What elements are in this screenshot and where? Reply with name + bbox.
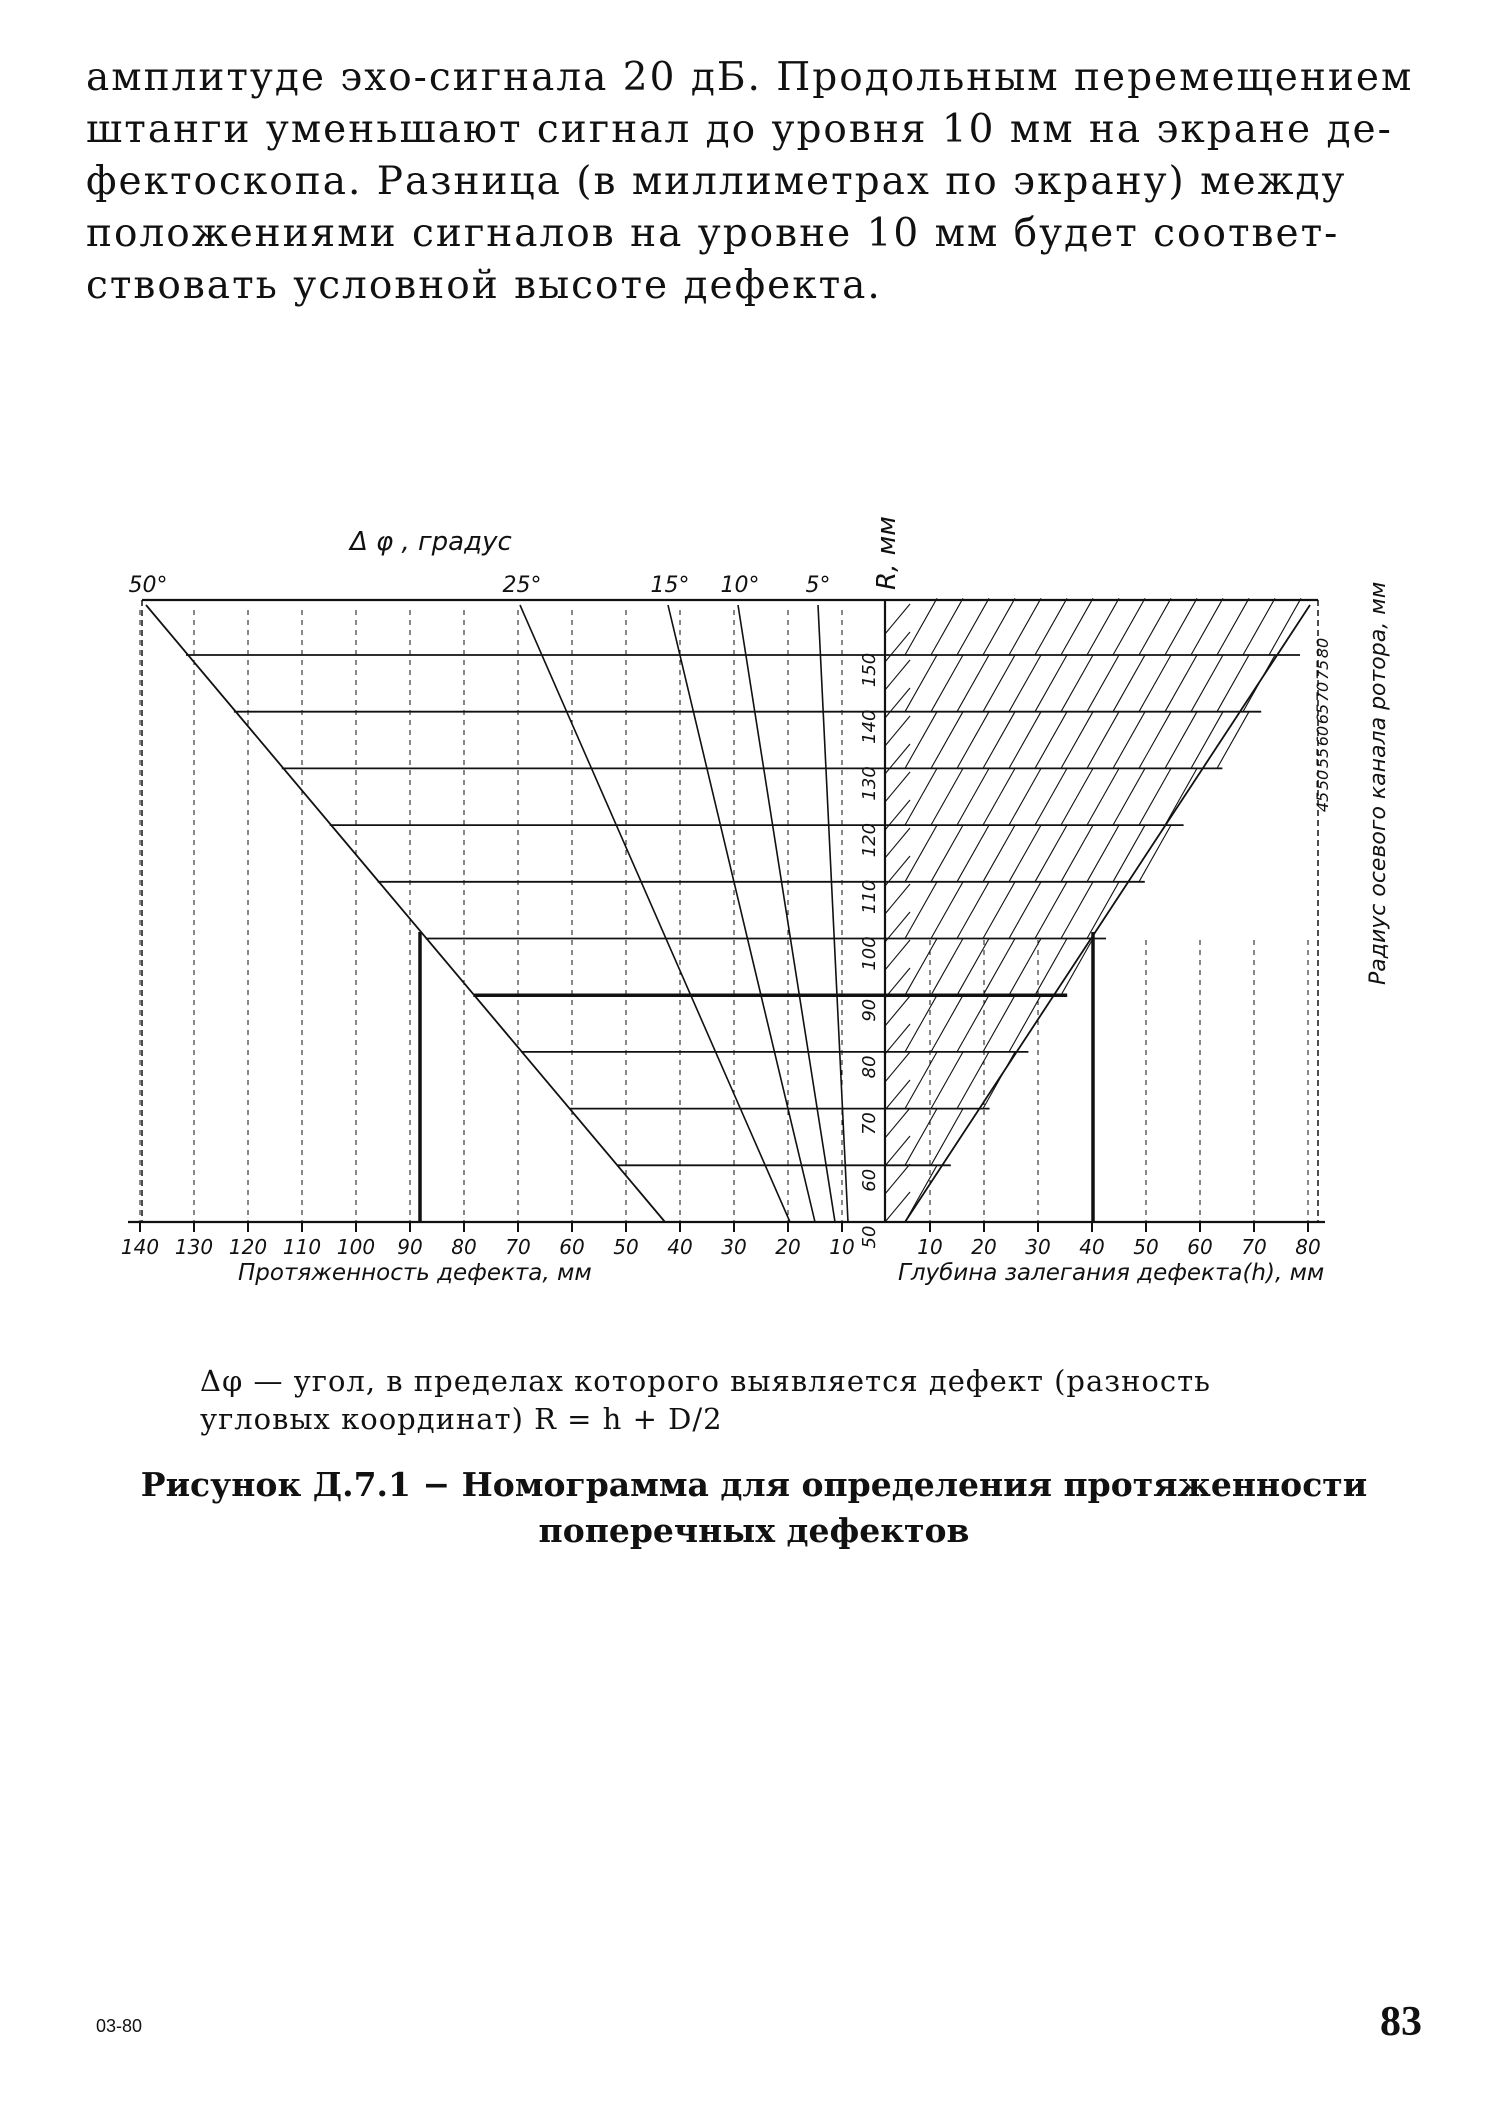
hatch-line — [931, 768, 963, 825]
hatch-line — [1009, 768, 1041, 825]
hatch-line — [1191, 598, 1223, 655]
rotor-radius-label: 70 — [1313, 681, 1332, 703]
body-paragraph — [86, 52, 1416, 312]
hatch-line — [957, 655, 989, 712]
note-line: угловых координат) R = h + D/2 — [200, 1402, 723, 1436]
hatch-line — [1139, 712, 1171, 769]
hatch-line — [1087, 768, 1119, 825]
paragraph-line: штанги уменьшают сигнал до уровня 10 мм на экране де- — [86, 107, 1393, 152]
hatch-line — [931, 825, 963, 882]
hatch-line — [1139, 825, 1171, 882]
hatch-line — [905, 1165, 937, 1222]
left-tick-label: 130 — [174, 1235, 214, 1259]
hatch-line — [983, 1052, 1015, 1109]
nomogram-grid — [128, 598, 1325, 1232]
right-tick-label: 50 — [1133, 1235, 1159, 1259]
r-scale-label: 90 — [859, 998, 880, 1022]
hatch-line — [1061, 825, 1093, 882]
right-tick-label: 40 — [1079, 1235, 1105, 1259]
left-tick-label: 70 — [505, 1235, 531, 1259]
r-scale-label: 80 — [859, 1055, 880, 1079]
rotor-axis-label: Радиус осевого канала ротора, мм — [1366, 581, 1391, 985]
angle-line-25 — [520, 605, 790, 1222]
hatch-line — [1113, 598, 1145, 655]
hatch-line — [905, 995, 937, 1052]
document-code: 03-80 — [96, 2016, 143, 2036]
hatch-line — [1087, 882, 1119, 939]
nomogram-labels — [121, 573, 1332, 1259]
hatch-line — [885, 912, 910, 942]
hatch-line — [905, 939, 937, 996]
hatch-line — [1191, 655, 1223, 712]
angle-label: 10° — [720, 573, 760, 598]
hatch-line — [1139, 655, 1171, 712]
hatch-line — [1035, 825, 1067, 882]
hatch-line — [1217, 655, 1249, 712]
hatch-line — [931, 655, 963, 712]
hatch-line — [1061, 655, 1093, 712]
hatch-line — [1087, 712, 1119, 769]
hatch-line — [905, 768, 937, 825]
hatch-line — [885, 1164, 910, 1194]
hatch-line — [885, 772, 910, 802]
hatch-line — [1009, 712, 1041, 769]
hatch-line — [983, 768, 1015, 825]
hatch-line — [885, 1192, 910, 1222]
hatch-line — [1165, 712, 1197, 769]
right-boundary — [905, 605, 1310, 1222]
hatch-line — [1165, 768, 1197, 825]
hatch-line — [1009, 939, 1041, 996]
hatch-line — [1009, 882, 1041, 939]
rotor-radius-label: 60 — [1313, 725, 1332, 747]
hatch-line — [1035, 768, 1067, 825]
hatch-line — [885, 1108, 910, 1138]
left-tick-label: 60 — [559, 1235, 585, 1259]
left-axis-label: Протяженность дефекта, мм — [238, 1260, 592, 1286]
hatch-line — [1061, 939, 1093, 996]
note-line: Δφ — угол, в пределах которого выявляется дефект (разность — [200, 1364, 1211, 1398]
r-scale-label: 110 — [859, 879, 880, 914]
hatch-line — [905, 655, 937, 712]
hatch-line — [957, 825, 989, 882]
hatch-line — [983, 598, 1015, 655]
hatch-line — [885, 744, 910, 774]
angle-line-10 — [738, 605, 835, 1222]
hatch-line — [931, 995, 963, 1052]
rotor-radius-label: 80 — [1313, 637, 1332, 659]
r-scale-label: 130 — [859, 766, 880, 801]
angle-label: 15° — [650, 573, 690, 598]
hatch-line — [885, 604, 910, 634]
left-tick-label: 90 — [397, 1235, 423, 1259]
hatch-line — [885, 940, 910, 970]
hatch-line — [1165, 655, 1197, 712]
hatch-line — [885, 1052, 910, 1082]
angle-label: 25° — [502, 573, 542, 598]
right-tick-label: 60 — [1187, 1235, 1213, 1259]
hatch-line — [957, 939, 989, 996]
caption-line: Рисунок Д.7.1 − Номограмма для определения протяженности — [140, 1465, 1368, 1504]
hatch-line — [983, 825, 1015, 882]
hatch-line — [905, 598, 937, 655]
hatch-line — [957, 598, 989, 655]
hatch-line — [931, 882, 963, 939]
r-scale-label: 50 — [859, 1225, 880, 1249]
hatch-line — [957, 882, 989, 939]
hatch-line — [905, 882, 937, 939]
left-tick-label: 20 — [775, 1235, 801, 1259]
hatch-line — [983, 939, 1015, 996]
left-tick-label: 40 — [667, 1235, 693, 1259]
paragraph-line: ствовать условной высоте дефекта. — [86, 263, 882, 308]
right-tick-label: 20 — [971, 1235, 997, 1259]
hatch-line — [885, 660, 910, 690]
hatch-line — [1243, 598, 1275, 655]
r-scale-label: 70 — [859, 1112, 880, 1136]
r-scale-label: 60 — [859, 1168, 880, 1192]
hatch-line — [1061, 882, 1093, 939]
hatch-line — [1035, 939, 1067, 996]
r-axis-label: R, мм — [872, 516, 902, 590]
hatch-line — [1113, 825, 1145, 882]
figure-caption — [0, 1462, 1508, 1554]
hatch-line — [885, 632, 910, 662]
angle-axis-label: Δ φ , градус — [350, 527, 512, 557]
hatch-line — [1113, 712, 1145, 769]
hatch-line — [1035, 882, 1067, 939]
hatch-line — [957, 712, 989, 769]
hatch-line — [1061, 598, 1093, 655]
hatch-line — [1165, 598, 1197, 655]
hatch-line — [1035, 598, 1067, 655]
hatch-line — [1009, 598, 1041, 655]
hatch-line — [885, 884, 910, 914]
rotor-radius-label: 55 — [1313, 747, 1332, 769]
angle-line-15 — [668, 605, 815, 1222]
hatch-line — [957, 768, 989, 825]
page-number: 83 — [1380, 1999, 1422, 2045]
hatch-line — [1217, 598, 1249, 655]
hatch-line — [931, 598, 963, 655]
rotor-radius-label: 65 — [1313, 703, 1332, 725]
hatch-line — [1061, 712, 1093, 769]
angle-label: 5° — [805, 573, 831, 598]
left-tick-label: 30 — [721, 1235, 747, 1259]
r-scale-label: 100 — [859, 936, 880, 971]
caption-line: поперечных дефектов — [538, 1511, 970, 1550]
hatch-line — [931, 939, 963, 996]
hatch-line — [931, 712, 963, 769]
angle-line-5 — [818, 605, 848, 1222]
right-axis-label: Глубина залегания дефекта(h), мм — [898, 1260, 1325, 1286]
left-tick-label: 50 — [613, 1235, 639, 1259]
r-scale-label: 150 — [859, 652, 880, 688]
hatch-line — [1061, 768, 1093, 825]
paragraph-line: амплитуде эхо-сигнала 20 дБ. Продольным перемещением — [86, 55, 1414, 100]
diagonal-50 — [146, 605, 665, 1222]
hatch-line — [1243, 655, 1275, 712]
left-tick-label: 140 — [120, 1235, 160, 1259]
right-tick-label: 30 — [1025, 1235, 1051, 1259]
rotor-radius-label: 75 — [1313, 659, 1332, 681]
hatch-line — [1087, 655, 1119, 712]
hatch-line — [1087, 825, 1119, 882]
left-tick-label: 100 — [336, 1235, 376, 1259]
hatch-line — [1009, 655, 1041, 712]
hatch-line — [1139, 598, 1171, 655]
hatch-line — [885, 1136, 910, 1166]
hatch-line — [905, 712, 937, 769]
hatch-line — [983, 655, 1015, 712]
hatch-line — [1191, 712, 1223, 769]
left-tick-label: 80 — [451, 1235, 477, 1259]
nomogram-figure — [0, 480, 1508, 1320]
hatch-line — [1035, 712, 1067, 769]
left-tick-label: 110 — [282, 1235, 322, 1259]
left-tick-label: 10 — [829, 1235, 855, 1259]
hatch-line — [905, 825, 937, 882]
right-tick-label: 70 — [1241, 1235, 1267, 1259]
hatch-line — [885, 996, 910, 1026]
right-tick-label: 10 — [917, 1235, 943, 1259]
hatch-line — [885, 828, 910, 858]
rotor-radius-label: 50 — [1313, 769, 1332, 791]
hatch-line — [1113, 655, 1145, 712]
rotor-radius-label: 45 — [1313, 791, 1332, 813]
figure-note — [200, 1362, 1320, 1438]
left-tick-label: 120 — [228, 1235, 268, 1259]
angle-label: 50° — [128, 573, 168, 598]
hatch-line — [1113, 768, 1145, 825]
hatch-line — [931, 1052, 963, 1109]
r-scale-label: 120 — [859, 822, 880, 858]
hatch-line — [1035, 655, 1067, 712]
hatch-line — [885, 716, 910, 746]
hatch-line — [983, 995, 1015, 1052]
paragraph-line: фектоскопа. Разница (в миллиметрах по экрану) между — [86, 159, 1347, 204]
hatch-line — [1009, 825, 1041, 882]
hatch-line — [983, 712, 1015, 769]
right-tick-label: 80 — [1295, 1235, 1321, 1259]
hatch-line — [1087, 598, 1119, 655]
hatch-line — [1139, 768, 1171, 825]
r-scale-label: 140 — [859, 709, 880, 744]
hatch-line — [885, 688, 910, 718]
hatch-line — [983, 882, 1015, 939]
paragraph-line: положениями сигналов на уровне 10 мм будет соответ- — [86, 211, 1340, 256]
